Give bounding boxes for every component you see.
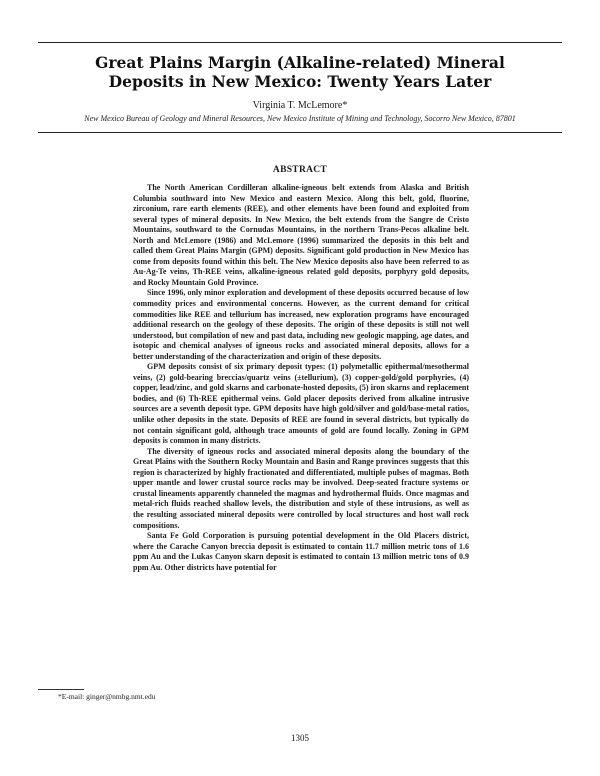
title-line-1: Great Plains Margin (Alkaline-related) Mineral	[95, 53, 505, 72]
abstract-paragraph: Santa Fe Gold Corporation is pursuing potential development in the Old Placers district, where the Carache Canyon breccia deposit is estimated to contain 11.7 million metric tons of 1.6 ppm Au and the Lukas Canyon skarn deposit is estimated to contain 13 million metric tons of 0.9 ppm Au. Other districts have potential for	[133, 531, 469, 572]
paper-title	[50, 53, 550, 91]
page-number: 1305	[291, 733, 309, 743]
abstract-paragraph: The North American Cordilleran alkaline-igneous belt extends from Alaska and British Columbia southward into New Mexico and eastern Mexico. Along this belt, gold, fluorine, zirconium, rare earth elements (REE), and other elements have been found and exploited from several types of mineral deposits. In New Mexico, the belt extends from the Sangre de Cristo Mountains, southward to the Cornudas Mountains, in the northern Trans-Pecos alkaline belt. North and McLemore (1986) and McLemore (1996) summarized the deposits in this belt and called them Great Plains Margin (GPM) deposits. Significant gold production in New Mexico has come from deposits found within this belt. The New Mexico deposits also have been referred to as Au-Ag-Te veins, Th-REE veins, alkaline-igneous related gold deposits, porphyry gold deposits, and Rocky Mountain Gold Province.	[133, 183, 469, 287]
abstract-paragraph: Since 1996, only minor exploration and development of these deposits occurred because of low commodity prices and environmental concerns. However, as the current demand for critical commodities like REE and tellurium has increased, new exploration programs have encouraged additional research on the geology of these deposits. The origin of these deposits is still not well understood, but compilation of new and past data, including new geologic mapping, age dates, and isotopic and chemical analyses of igneous rocks and associated mineral deposits, allows for a better understanding of the characterization and origin of these deposits.	[133, 288, 469, 361]
abstract-paragraph: GPM deposits consist of six primary deposit types: (1) polymetallic epithermal/mesothermal veins, (2) gold-bearing breccias/quartz veins (±tellurium), (3) copper-gold/gold porphyries, (4) copper, lead/zinc, and gold skarns and carbonate-hosted deposits, (5) iron skarns and replacement bodies, and (6) Th-REE epithermal veins. Gold placer deposits derived from alkaline intrusive sources are a seventh deposit type. GPM deposits have high gold/silver and gold/base-metal ratios, unlike other deposits in the state. Deposits of REE are found in several districts, but typically do not contain significant gold, although trace amounts of gold are found locally. Zoning in GPM deposits is common in many districts.	[133, 362, 469, 446]
author-affiliation: New Mexico Bureau of Geology and Mineral Resources, New Mexico Institute of Mining and Technology, Socorro New Mexico, 87801	[84, 114, 516, 123]
footnote-email: *E-mail: ginger@nmbg.nmt.edu	[58, 692, 156, 701]
abstract-heading: ABSTRACT	[272, 165, 328, 175]
author-name: Virginia T. McLemore*	[252, 100, 348, 111]
top-rule	[38, 42, 562, 43]
title-line-2: Deposits in New Mexico: Twenty Years Later	[108, 72, 492, 91]
footnote-rule	[38, 689, 84, 690]
header-rule	[38, 132, 562, 133]
abstract-body	[133, 183, 469, 573]
abstract-paragraph: The diversity of igneous rocks and associated mineral deposits along the boundary of the Great Plains with the Southern Rocky Mountain and Basin and Range provinces suggests that this region is characterized by highly fractionated and differentiated, multiple pulses of magmas. Both upper mantle and lower crustal source rocks may be involved. Deep-seated fracture systems or crustal lineaments apparently channeled the magmas and hydrothermal fluids. Once magmas and metal-rich fluids reached shallow levels, the distribution and style of these intrusions, as well as the resulting associated mineral deposits were controlled by local structures and host wall rock compositions.	[133, 446, 469, 530]
